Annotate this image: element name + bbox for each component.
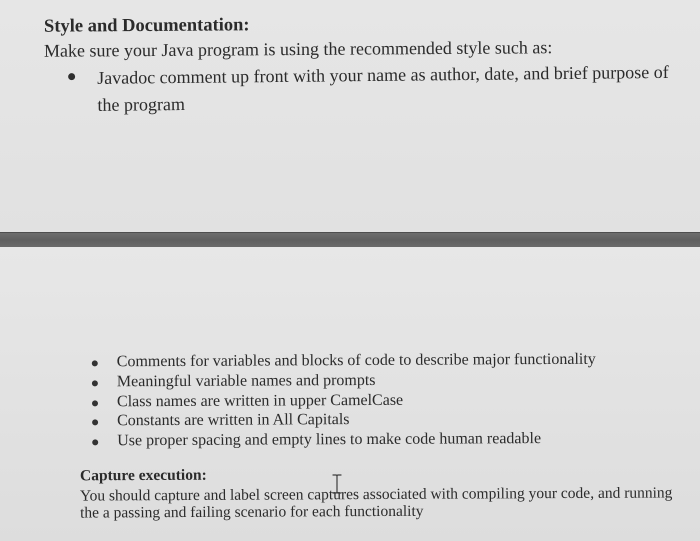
- bullet-icon: [92, 380, 98, 386]
- list-item: [92, 430, 632, 453]
- style-guidelines-list: [92, 351, 633, 453]
- list-item-text: Constants are written in All Capitals: [117, 411, 350, 430]
- list-item-text: Use proper spacing and empty lines to make code human readable: [117, 430, 542, 450]
- bullet-icon: [92, 440, 98, 446]
- bullet-icon: [68, 73, 75, 80]
- list-item-text: Class names are written in upper CamelCase: [116, 391, 404, 410]
- bullet-icon: [92, 360, 98, 366]
- style-intro-text: Make sure your Java program is using the recommended style such as:: [43, 37, 553, 61]
- page-divider: [0, 232, 700, 248]
- capture-execution-text: You should capture and label screen captures associated with compiling your code, and running the a passing and failing scenario for each functionality: [79, 484, 673, 522]
- text-ibeam-cursor-icon: [331, 474, 343, 494]
- list-item-text: Comments for variables and blocks of code to describe major functionality: [116, 350, 596, 371]
- style-documentation-heading: Style and Documentation:: [43, 15, 250, 37]
- bullet-icon: [92, 420, 98, 426]
- bullet-icon: [92, 400, 98, 406]
- list-item-text: Meaningful variable names and prompts: [116, 371, 376, 391]
- capture-execution-heading: Capture execution:: [79, 466, 207, 485]
- list-item-text: Javadoc comment up front with your name as author, date, and brief purpose of the program: [97, 61, 669, 115]
